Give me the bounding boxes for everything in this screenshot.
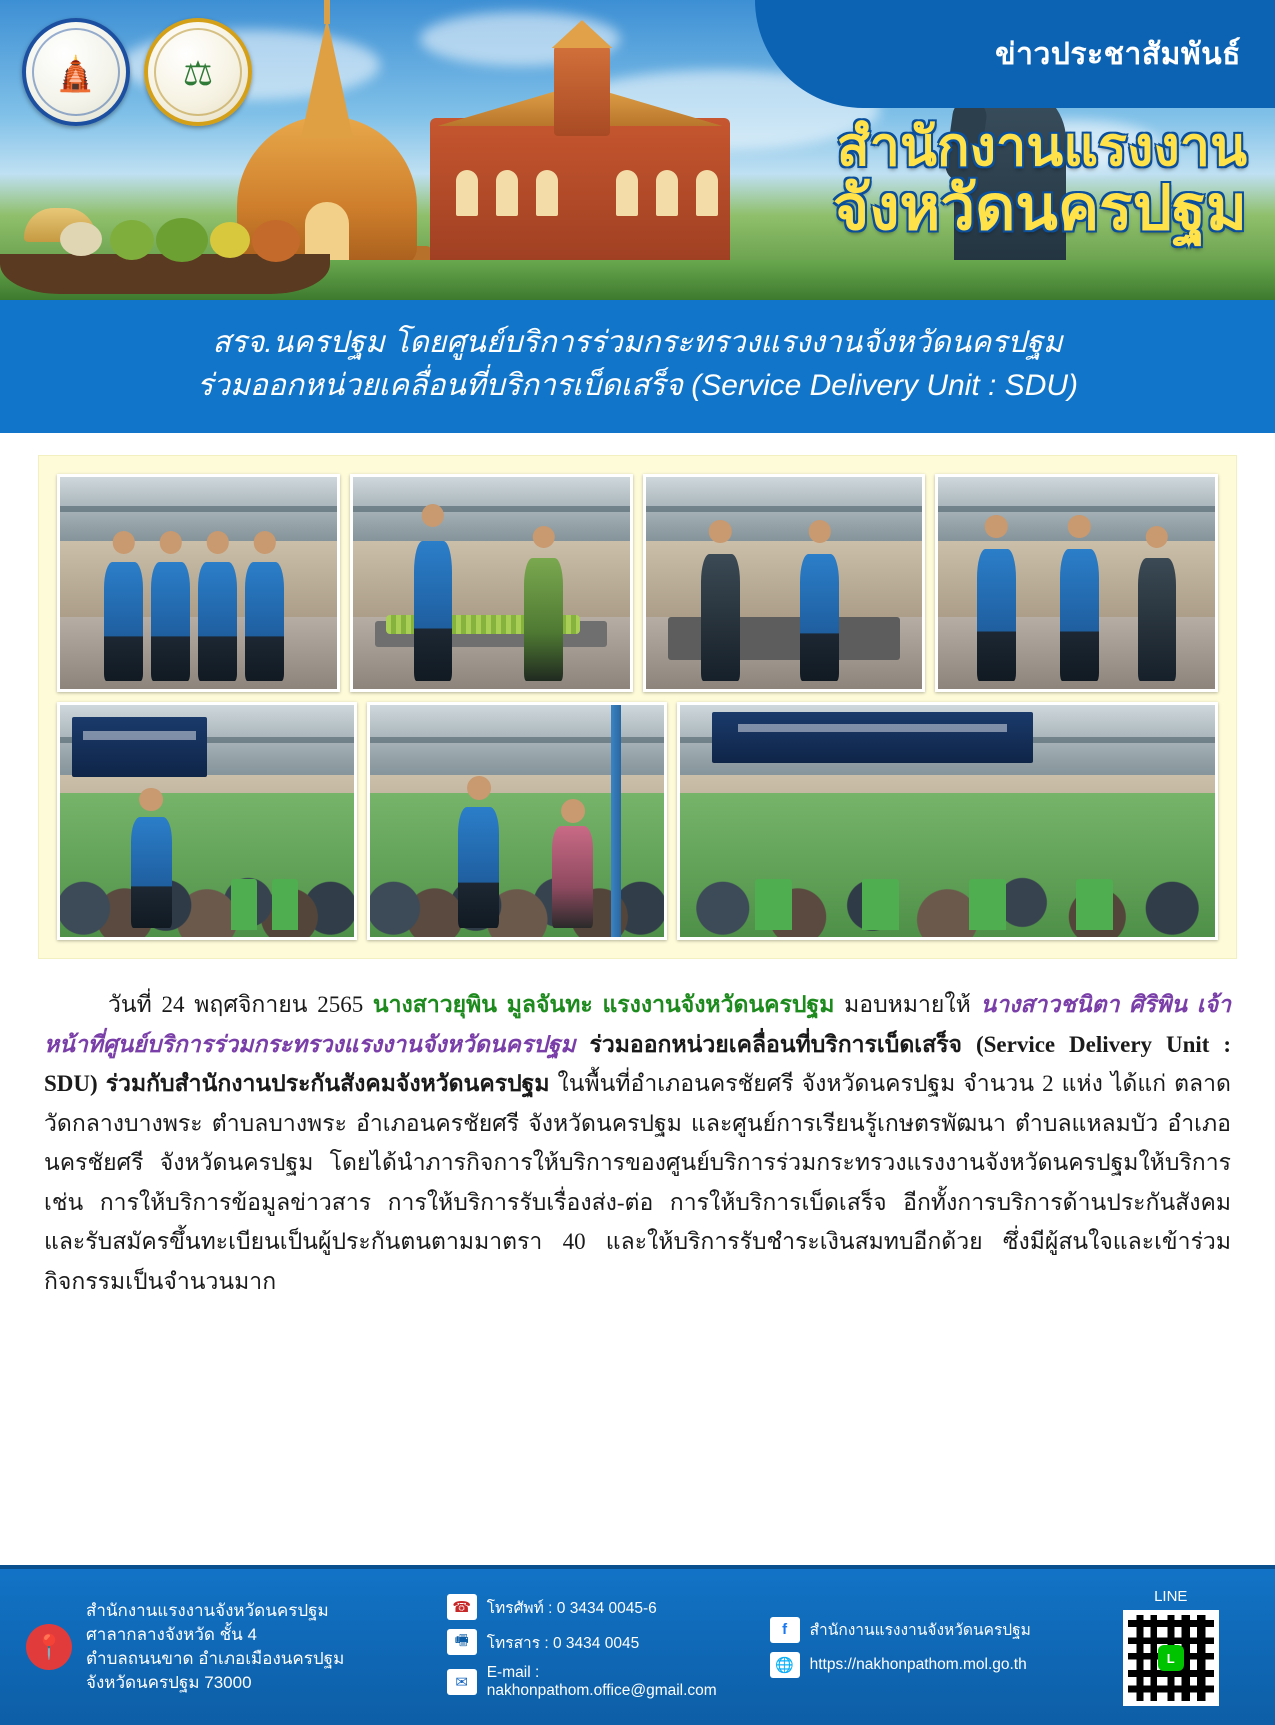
photo-2 [350, 474, 633, 692]
article-text-3: ในพื้นที่อำเภอนครชัยศรี จังหวัดนครปฐม จำนวน 2 แห่ง ได้แก่ ตลาดวัดกลางบางพระ ตำบลบางพระ อำเภอนครชัยศรี จังหวัดนครปฐม และศูนย์การเรียนรู้เกษตรพัฒนา ตำบลแหลมบัว อำเภอนครชัยศรี จังหวัดนครปฐม โดยได้นำภารกิจการให้บริการของศูนย์บริการร่วมกระทรวงแรงงานจังหวัดนครปฐมให้บริการ เช่น การให้บริการข้อมูลข่าวสาร การให้บริการรับเรื่องส่ง-ต่อ การให้บริการเบ็ดเสร็จ อีกทั้งการบริการด้านประกันสังคม และรับสมัครขึ้นทะเบียนเป็นผู้ประกันตนตามมาตรา 40 และให้บริการรับชำระเงินสมทบอีกด้วย ซึ่งมีผู้สนใจและเข้าร่วมกิจกรรมเป็นจำนวนมาก [44, 1071, 1231, 1295]
address-line-2: ศาลากลางจังหวัด ชั้น 4 [86, 1624, 257, 1644]
fax-text: โทรสาร : 0 3434 0045 [486, 1634, 640, 1652]
header-banner [0, 0, 1275, 300]
ribbon-label: ข่าวประชาสัมพันธ์ [995, 37, 1241, 71]
photo-1 [57, 474, 340, 692]
subtitle-line2: ร่วมออกหน่วยเคลื่อนที่บริการเบ็ดเสร็จ (Service Delivery Unit : SDU) [196, 368, 1079, 402]
facebook-icon: f [770, 1617, 800, 1643]
news-ribbon [755, 0, 1275, 108]
footer-line-block [1092, 1588, 1249, 1706]
article-text-2: มอบหมายให้ [834, 992, 981, 1018]
subtitle-bar [0, 300, 1275, 433]
globe-icon: 🌐 [770, 1652, 800, 1678]
footer-contact-column-left [447, 1594, 770, 1700]
subtitle-line1: สรจ.นครปฐม โดยศูนย์บริการร่วมกระทรวงแรงงานจังหวัดนครปฐม [212, 326, 1063, 359]
organization-title-line1: สำนักงานแรงงาน [836, 117, 1247, 177]
address-line-4: จังหวัดนครปฐม 73000 [86, 1673, 252, 1693]
ministry-of-labour-logo: ⚖ [144, 18, 252, 126]
sanam-chandra-palace-illustration [430, 118, 730, 268]
phone-icon: ☎ [447, 1594, 477, 1620]
phone-text: โทรศัพท์ : 0 3434 0045-6 [486, 1599, 657, 1617]
footer-fax [447, 1629, 770, 1655]
photo-5 [57, 702, 357, 940]
organization-title [832, 117, 1247, 244]
provincial-emblem-logo: 🛕 [22, 18, 130, 126]
email-text: E-mail : nakhonpathom.office@gmail.com [486, 1664, 717, 1699]
footer-phone [447, 1594, 770, 1620]
footer-bar [0, 1565, 1275, 1725]
line-label: LINE [1154, 1588, 1188, 1605]
article-body [44, 985, 1231, 1301]
line-qr-code[interactable] [1123, 1610, 1219, 1706]
market-boat-illustration [0, 192, 430, 300]
email-icon: ✉ [447, 1669, 477, 1695]
line-logo-icon: L [1158, 1645, 1184, 1671]
footer-facebook[interactable] [770, 1617, 1093, 1643]
fax-icon: 🖷 [447, 1629, 477, 1655]
footer-address-block [26, 1599, 447, 1696]
footer-contact-column-right [770, 1617, 1093, 1678]
footer-website[interactable] [770, 1652, 1093, 1678]
photo-6 [367, 702, 667, 940]
article-highlight-activity: ร่วมออกหน่วยเคลื่อนที่บริการเบ็ดเสร็จ (Service Delivery Unit : SDU) ร่วมกับสำนักงานประกันสังคมจังหวัดนครปฐม [44, 1031, 1231, 1097]
photo-4 [935, 474, 1218, 692]
photo-7 [677, 702, 1218, 940]
address-line-1: สำนักงานแรงงานจังหวัดนครปฐม [86, 1600, 329, 1620]
article-highlight-officer: นางสาวยุพิน มูลจันทะ แรงงานจังหวัดนครปฐม [372, 992, 835, 1018]
organization-title-line2: จังหวัดนครปฐม [832, 174, 1247, 244]
article-highlight-staff: นางสาวชนิตา ศิริพิน เจ้าหน้าที่ศูนย์บริการร่วมกระทรวงแรงงานจังหวัดนครปฐม [44, 992, 1231, 1057]
logo-group [22, 18, 252, 126]
address-line-3: ตำบลถนนขาด อำเภอเมืองนครปฐม [86, 1649, 345, 1668]
footer-email[interactable] [447, 1664, 770, 1700]
photo-gallery [38, 455, 1237, 959]
location-pin-icon [26, 1624, 72, 1670]
article-text-1: วันที่ 24 พฤศจิกายน 2565 [108, 992, 373, 1018]
photo-3 [643, 474, 926, 692]
website-text: https://nakhonpathom.mol.go.th [809, 1655, 1027, 1673]
facebook-text: สำนักงานแรงงานจังหวัดนครปฐม [809, 1622, 1031, 1639]
